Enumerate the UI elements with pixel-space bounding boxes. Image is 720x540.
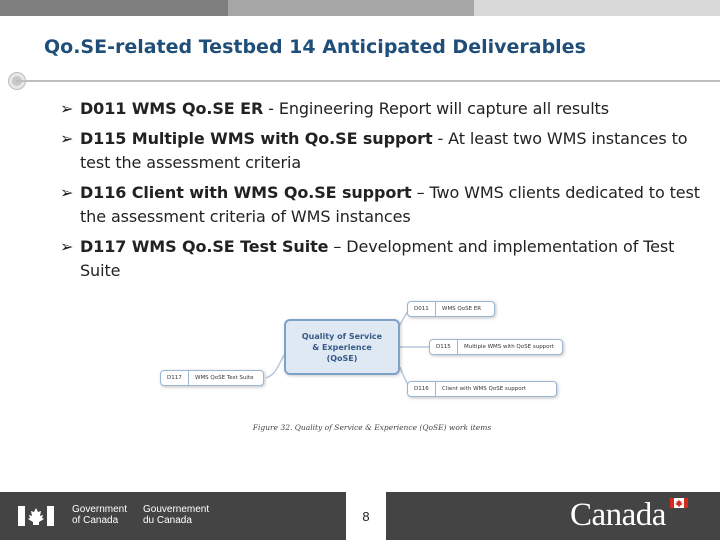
government-of-canada-fr xyxy=(143,504,209,526)
canada-wordmark: Canada xyxy=(570,497,666,533)
bullet-text: – Development and implementation of Test Suite xyxy=(80,236,675,280)
node-label: WMS QoSE Test Suite xyxy=(195,375,254,381)
node-label: Multiple WMS with QoSE support xyxy=(464,344,554,350)
figure-caption: Figure 32. Quality of Service & Experience (QoSE) work items xyxy=(252,423,492,432)
bullet-item xyxy=(60,127,700,176)
center-line: (QoSE) xyxy=(326,353,358,363)
gov-fr-line: du Canada xyxy=(143,515,192,526)
footer-bar xyxy=(0,492,720,540)
qose-diagram xyxy=(150,295,580,445)
bullet-heading: D011 WMS Qo.SE ER xyxy=(80,99,264,118)
page-number: 8 xyxy=(346,492,386,540)
canada-flag-icon xyxy=(18,506,54,526)
bullet-arrow-icon: ➢ xyxy=(60,128,74,148)
bullet-text: - Engineering Report will capture all results xyxy=(263,99,609,118)
bullet-heading: D117 WMS Qo.SE Test Suite xyxy=(80,236,329,256)
header-strip-light xyxy=(474,0,720,16)
deliverable-node xyxy=(407,381,557,397)
deliverable-node xyxy=(429,339,563,355)
gov-fr-line: Gouvernement xyxy=(143,504,210,515)
center-line: & Experience xyxy=(312,342,372,352)
header-strip-mid xyxy=(228,0,474,16)
qose-center-node xyxy=(284,319,400,375)
node-code: D011 xyxy=(408,302,436,316)
bullet-text: - At least two WMS instances to test the assessment criteria xyxy=(80,128,688,172)
title-rule xyxy=(16,80,720,82)
node-label: WMS QoSE ER xyxy=(442,306,482,312)
gov-en-line: Government xyxy=(72,504,128,515)
bullet-heading: D116 Client with WMS Qo.SE support xyxy=(80,182,412,202)
wordmark-flag-icon xyxy=(670,498,688,508)
bullet-heading: D115 Multiple WMS with Qo.SE support xyxy=(80,128,433,148)
gov-en-line: of Canada xyxy=(72,515,119,526)
bullet-arrow-icon: ➢ xyxy=(60,182,74,202)
header-strip-dark xyxy=(0,0,228,16)
government-of-canada-en xyxy=(72,504,127,526)
deliverable-node xyxy=(407,301,495,317)
node-code: D117 xyxy=(161,371,189,385)
bullet-list xyxy=(60,97,700,289)
node-code: D115 xyxy=(430,340,458,354)
node-label: Client with WMS QoSE support xyxy=(442,386,527,392)
bullet-item xyxy=(60,97,700,122)
center-line: Quality of Service xyxy=(301,331,383,341)
bullet-arrow-icon: ➢ xyxy=(60,99,74,118)
bullet-arrow-icon: ➢ xyxy=(60,236,74,256)
deliverable-node xyxy=(160,370,264,386)
bullet-item xyxy=(60,181,700,230)
node-code: D116 xyxy=(408,382,436,396)
slide-title: Qo.SE-related Testbed 14 Anticipated Deliverables xyxy=(44,36,586,58)
bullet-item xyxy=(60,235,700,284)
bullet-text: – Two WMS clients dedicated to test the assessment criteria of WMS instances xyxy=(80,182,700,226)
